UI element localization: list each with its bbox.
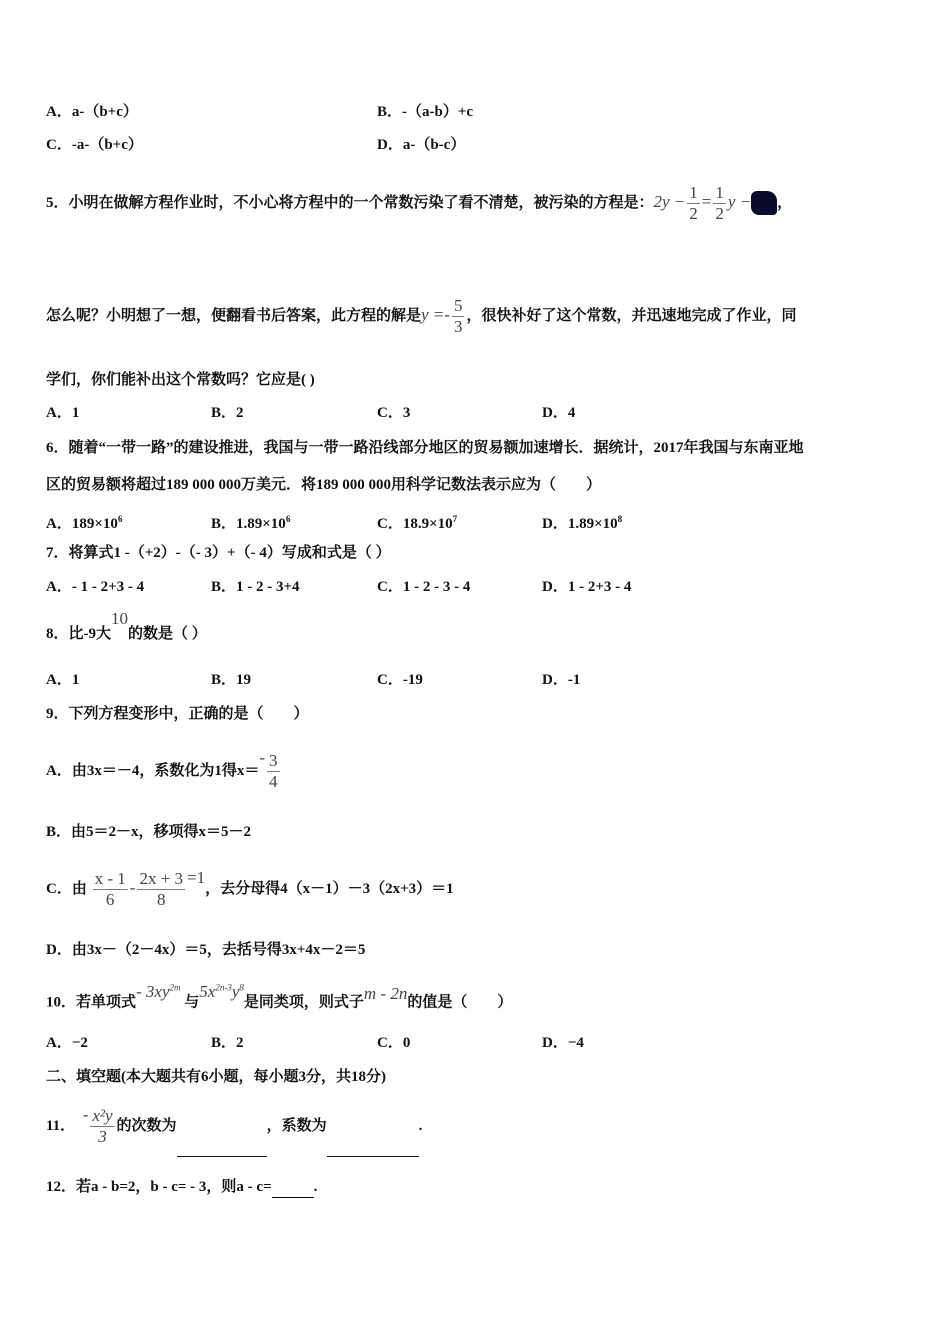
monomial2: 5x	[199, 981, 216, 1001]
frac-num: 3	[269, 751, 278, 771]
q9-option-c	[46, 858, 454, 919]
text: 10．若单项式	[46, 994, 137, 1011]
equals: =1	[187, 868, 206, 887]
text: ，系数为	[266, 1118, 327, 1134]
q9-option-a	[46, 740, 282, 801]
exp: 8	[239, 982, 244, 992]
q10-option-c: C．0	[377, 1035, 411, 1051]
q8-post: 的数是（ ）	[128, 626, 207, 642]
q8-sup: 10	[111, 609, 128, 628]
q11-text	[46, 1095, 422, 1157]
q12-text	[46, 1177, 317, 1198]
frac-den: 2	[715, 203, 724, 223]
answer-blank-coefficient[interactable]	[327, 1096, 419, 1157]
q8-option-c: C．-19	[377, 672, 423, 688]
q9-text: 9．下列方程变形中，正确的是（ ）	[46, 706, 309, 722]
comma: ，	[777, 195, 793, 211]
q6-option-a	[46, 509, 122, 534]
exp: 6	[117, 514, 123, 524]
sign: -	[82, 1105, 89, 1124]
q6-option-b	[211, 509, 290, 534]
eq-sign: =	[701, 192, 712, 211]
q6-option-d	[542, 509, 622, 534]
q8-text	[46, 609, 207, 644]
text: 的值是（ ）	[407, 994, 513, 1011]
q4-option-a: A．a-（b+c）	[46, 104, 138, 120]
text: C．由	[46, 881, 87, 897]
ink-blot	[751, 191, 777, 215]
exp: 8	[617, 514, 623, 524]
q8-pre: 8．比-9大	[46, 626, 111, 642]
answer-blank[interactable]	[272, 1177, 314, 1198]
q7-option-c: C．1 - 2 - 3 - 4	[377, 579, 471, 595]
q6-line1: 6．随着“一带一路”的建设推进，我国与一带一路沿线部分地区的贸易额加速增长．据统计，2017年我国与东南亚地	[46, 440, 804, 456]
frac-num: 1	[715, 182, 724, 202]
text: A．由3x＝－4，系数化为1得x＝	[46, 763, 260, 779]
q5-line1	[46, 172, 792, 233]
section-heading: 二、填空题(本大题共有6小题，每小题3分，共18分)	[46, 1069, 386, 1085]
period: .	[313, 1179, 318, 1195]
base: D．1.89×10	[542, 516, 618, 532]
frac-den: 4	[269, 772, 278, 792]
q5-line2	[46, 285, 796, 346]
text: 12．若a - b=2，b - c= - 3，则a - c=	[46, 1179, 272, 1195]
y: y	[231, 981, 240, 1001]
q6-option-c	[377, 509, 457, 534]
q10-text	[46, 981, 513, 1013]
q10-option-a: A．−2	[46, 1035, 88, 1051]
q7-option-b: B．1 - 2 - 3+4	[211, 579, 300, 595]
sign: -	[259, 748, 266, 767]
exp: 2m	[169, 982, 181, 992]
q5-option-a: A．1	[46, 405, 80, 421]
q6-line2: 区的贸易额将超过189 000 000万美元．将189 000 000用科学记数法表示应为（ ）	[46, 477, 602, 493]
q7-text: 7．将算式1 -（+2）-（- 3）+（- 4）写成和式是（ ）	[46, 545, 391, 561]
frac-den: 8	[156, 890, 166, 910]
q5-text2: 怎么呢？小明想了一想，便翻看书后答案，此方程的解是	[46, 308, 422, 324]
eq-y: y −	[727, 192, 752, 211]
q5-text3: ，很快补好了这个常数，并迅速地完成了作业，同	[466, 308, 797, 324]
period: .	[418, 1118, 423, 1134]
frac-den: 6	[105, 890, 115, 910]
q8-option-b: B．19	[211, 672, 252, 688]
text: ，去分母得4（x－1）－3（2x+3）＝1	[205, 881, 454, 897]
q5-line3: 学们，你们能补出这个常数吗？它应是( )	[46, 372, 315, 388]
q10-option-b: B．2	[211, 1035, 244, 1051]
base: B．1.89×10	[211, 516, 286, 532]
solution-lhs: y =-	[421, 305, 450, 324]
expression: m - 2n	[363, 983, 408, 1003]
frac-num: 5	[453, 296, 463, 316]
q5-text: 5．小明在做解方程作业时，不小心将方程中的一个常数污染了看不清楚，被污染的方程是：	[46, 195, 654, 211]
q9-option-d: D．由3x－（2－4x）＝5，去括号得3x+4x－2＝5	[46, 942, 366, 958]
eq-left: 2y −	[653, 192, 686, 211]
text: 的次数为	[116, 1118, 177, 1134]
q10-option-d: D．−4	[542, 1035, 584, 1051]
q4-option-d: D．a-（b-c）	[377, 137, 466, 153]
q8-option-a: A．1	[46, 672, 80, 688]
frac-num: x - 1	[94, 869, 126, 889]
q5-option-d: D．4	[542, 405, 576, 421]
q7-option-d: D．1 - 2+3 - 4	[542, 579, 632, 595]
exp: 6	[285, 514, 291, 524]
q5-equation	[653, 182, 778, 223]
base: C．18.9×10	[377, 516, 453, 532]
frac-den: 2	[689, 203, 698, 223]
q7-option-a: A．- 1 - 2+3 - 4	[46, 579, 145, 595]
text: 是同类项，则式子	[243, 994, 364, 1011]
minus: -	[129, 878, 136, 897]
q4-option-b: B．-（a-b）+c	[377, 104, 474, 120]
text: 与	[184, 994, 200, 1011]
q8-option-d: D．-1	[542, 672, 581, 688]
frac-num: x²y	[92, 1106, 113, 1126]
answer-blank-degree[interactable]	[177, 1096, 267, 1157]
q9-option-b: B．由5＝2－x，移项得x＝5－2	[46, 824, 252, 840]
frac-den: 3	[98, 1127, 107, 1147]
num: 11．	[46, 1118, 76, 1134]
frac-num: 1	[689, 182, 698, 202]
exp: 7	[452, 514, 458, 524]
q4-option-c: C．-a-（b+c）	[46, 137, 143, 153]
monomial1: - 3xy	[136, 981, 170, 1001]
q5-option-c: C．3	[377, 405, 411, 421]
base: A．189×10	[46, 516, 118, 532]
frac-num: 2x + 3	[139, 869, 184, 889]
exp: 2n-3	[215, 982, 232, 992]
q5-option-b: B．2	[211, 405, 244, 421]
frac-den: 3	[453, 317, 463, 337]
